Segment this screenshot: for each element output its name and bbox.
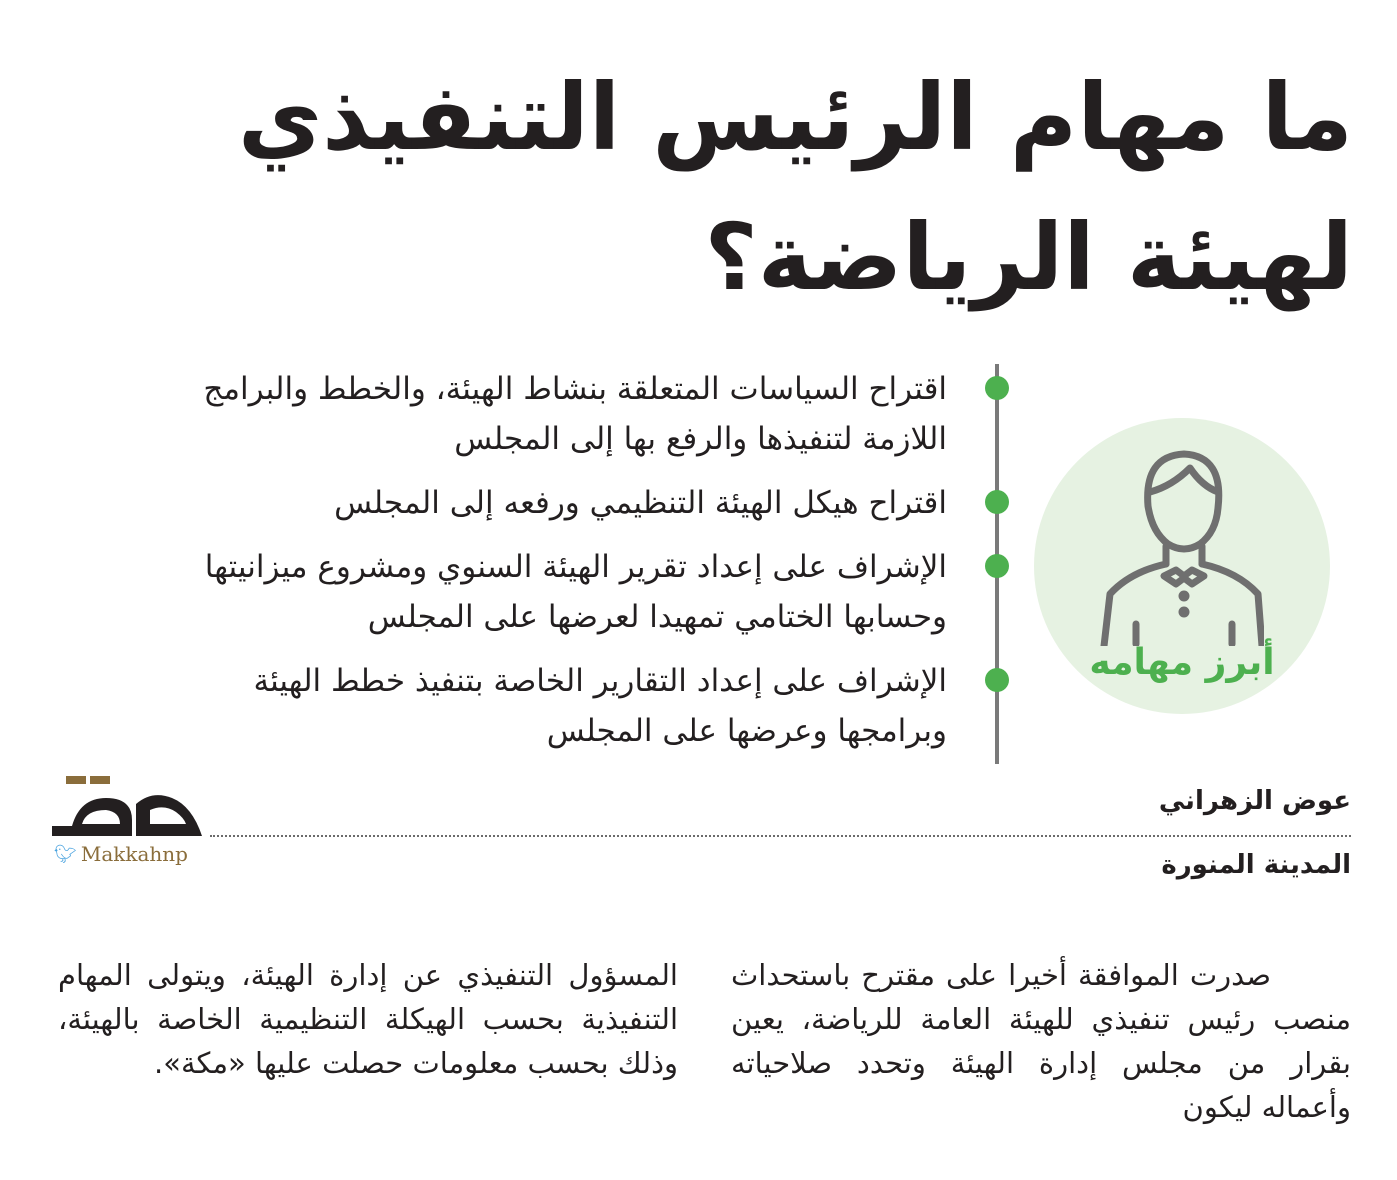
- list-item: [147, 656, 947, 756]
- bullet-dot-icon: [985, 376, 1009, 400]
- handle-text: Makkahnp: [80, 842, 188, 866]
- divider: [210, 835, 1351, 837]
- headline-line-2: لهيئة الرياضة؟: [704, 204, 1353, 311]
- bullet-dot-icon: [985, 554, 1009, 578]
- makkah-logo-icon: [52, 776, 204, 840]
- badge-caption: أبرز مهامه: [1089, 642, 1275, 683]
- dateline-city: المدينة المنورة: [1161, 850, 1351, 880]
- duties-badge: [1034, 418, 1330, 714]
- twitter-handle: [54, 842, 188, 866]
- author-name: عوض الزهراني: [1158, 786, 1351, 816]
- bullet-dot-icon: [985, 490, 1009, 514]
- list-item-text: اقتراح السياسات المتعلقة بنشاط الهيئة، والخطط والبرامج اللازمة لتنفيذها والرفع بها إلى المجلس: [203, 371, 947, 457]
- list-item-text: الإشراف على إعداد تقرير الهيئة السنوي ومشروع ميزانيتها وحسابها الختامي تمهيدا لعرضها على المجلس: [204, 549, 947, 635]
- man-bowtie-icon: [1100, 446, 1264, 646]
- twitter-icon: 🐦︎: [54, 843, 77, 865]
- bullet-dot-icon: [985, 668, 1009, 692]
- list-item-text: اقتراح هيكل الهيئة التنظيمي ورفعه إلى المجلس: [334, 485, 947, 521]
- list-item: [147, 478, 947, 528]
- article-column-left: المسؤول التنفيذي عن إدارة الهيئة، ويتولى المهام التنفيذية بحسب الهيكلة التنظيمية الخاصة بالهيئة، وذلك بحسب معلومات حصلت عليها «مكة».: [58, 958, 678, 1080]
- list-item-text: الإشراف على إعداد التقارير الخاصة بتنفيذ خطط الهيئة وبرامجها وعرضها على المجلس: [253, 663, 947, 749]
- duties-list: [147, 364, 999, 764]
- logo: [52, 776, 204, 840]
- article-column-right: صدرت الموافقة أخيرا على مقترح باستحداث منصب رئيس تنفيذي للهيئة العامة للرياضة، يعين بقرار من مجلس إدارة الهيئة وتحدد صلاحياته وأعماله ليكون: [731, 958, 1351, 1124]
- headline-line-1: ما مهام الرئيس التنفيذي: [237, 64, 1353, 171]
- list-item: [147, 542, 947, 642]
- list-item: [147, 364, 947, 464]
